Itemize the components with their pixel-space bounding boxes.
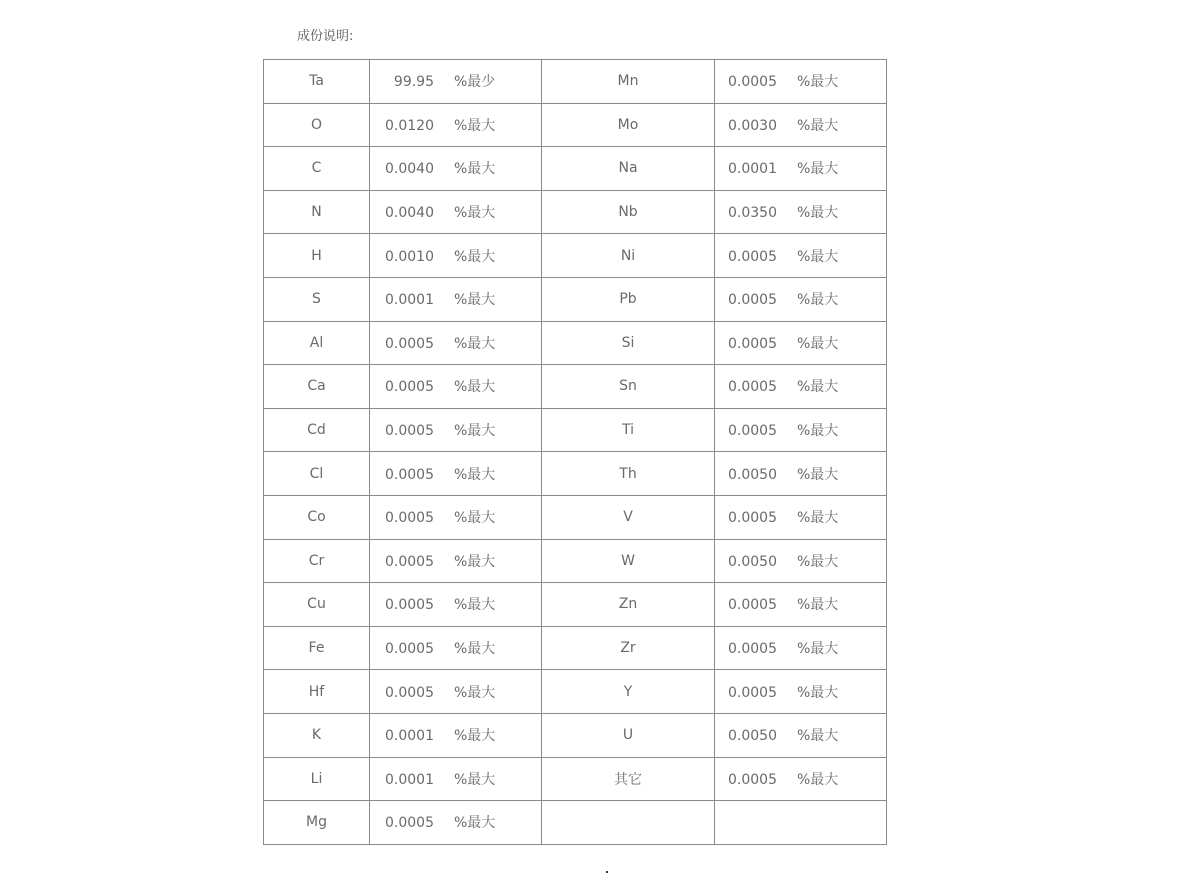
left-element-cell: Li — [264, 757, 370, 801]
right-value-cell — [715, 626, 887, 670]
content-limit-unit: %最大 — [797, 423, 839, 440]
table-row — [264, 60, 887, 104]
content-limit-unit: %最大 — [454, 205, 496, 222]
left-value-cell — [370, 103, 542, 147]
right-element-cell: Nb — [542, 190, 715, 234]
right-value-cell — [715, 583, 887, 627]
content-value: 0.0050 — [728, 728, 777, 745]
content-limit-unit: %最大 — [797, 597, 839, 614]
content-limit-unit: %最大 — [797, 335, 839, 352]
content-limit-unit: %最大 — [797, 466, 839, 483]
left-value-cell — [370, 757, 542, 801]
table-row — [264, 277, 887, 321]
left-value-cell — [370, 539, 542, 583]
right-element-cell: Na — [542, 147, 715, 191]
left-element-cell: S — [264, 277, 370, 321]
table-row — [264, 801, 887, 845]
content-limit-unit: %最大 — [797, 553, 839, 570]
content-value: 0.0350 — [728, 205, 777, 222]
content-value: 0.0005 — [385, 684, 434, 701]
table-row — [264, 626, 887, 670]
content-value: 0.0040 — [385, 205, 434, 222]
content-value: 0.0005 — [385, 553, 434, 570]
left-value-cell — [370, 495, 542, 539]
content-value: 0.0005 — [385, 597, 434, 614]
content-value: 0.0001 — [385, 771, 434, 788]
content-limit-unit: %最大 — [454, 248, 496, 265]
left-value-cell — [370, 626, 542, 670]
right-element-cell: Ni — [542, 234, 715, 278]
content-value: 0.0050 — [728, 553, 777, 570]
content-limit-unit: %最大 — [797, 641, 839, 658]
content-limit-unit: %最大 — [797, 771, 839, 788]
right-element-cell: U — [542, 713, 715, 757]
content-limit-unit: %最大 — [454, 292, 496, 309]
table-row — [264, 757, 887, 801]
right-value-cell — [715, 713, 887, 757]
right-value-cell — [715, 801, 887, 845]
left-value-cell — [370, 190, 542, 234]
content-limit-unit: %最大 — [454, 771, 496, 788]
left-element-cell: Co — [264, 495, 370, 539]
right-element-cell: Ti — [542, 408, 715, 452]
content-value: 0.0001 — [385, 292, 434, 309]
left-value-cell — [370, 277, 542, 321]
left-element-cell: N — [264, 190, 370, 234]
right-value-cell — [715, 190, 887, 234]
content-value: 0.0005 — [728, 335, 777, 352]
left-element-cell: Cl — [264, 452, 370, 496]
left-value-cell — [370, 452, 542, 496]
content-value: 0.0010 — [385, 248, 434, 265]
composition-table-body — [264, 60, 887, 845]
content-limit-unit: %最大 — [454, 815, 496, 832]
table-row — [264, 713, 887, 757]
content-value: 0.0005 — [728, 74, 777, 91]
right-value-cell — [715, 321, 887, 365]
content-limit-unit: %最大 — [454, 728, 496, 745]
table-row — [264, 147, 887, 191]
left-element-cell: Cd — [264, 408, 370, 452]
right-value-cell — [715, 452, 887, 496]
content-value: 0.0050 — [728, 466, 777, 483]
table-row — [264, 190, 887, 234]
table-row — [264, 103, 887, 147]
right-value-cell — [715, 103, 887, 147]
right-value-cell — [715, 277, 887, 321]
content-value: 0.0005 — [728, 510, 777, 527]
left-element-cell: K — [264, 713, 370, 757]
right-value-cell — [715, 670, 887, 714]
content-limit-unit: %最大 — [797, 161, 839, 178]
left-element-cell: Ca — [264, 365, 370, 409]
left-element-cell: Al — [264, 321, 370, 365]
left-value-cell — [370, 60, 542, 104]
table-row — [264, 539, 887, 583]
content-limit-unit: %最大 — [454, 641, 496, 658]
table-row — [264, 452, 887, 496]
right-value-cell — [715, 365, 887, 409]
left-value-cell — [370, 408, 542, 452]
content-value: 0.0001 — [728, 161, 777, 178]
content-limit-unit: %最大 — [797, 379, 839, 396]
content-limit-unit: %最大 — [454, 553, 496, 570]
content-value: 0.0005 — [385, 335, 434, 352]
left-value-cell — [370, 713, 542, 757]
content-value: 0.0005 — [385, 815, 434, 832]
content-limit-unit: %最大 — [454, 597, 496, 614]
content-value: 0.0001 — [385, 728, 434, 745]
right-element-cell: Pb — [542, 277, 715, 321]
right-element-cell: Zn — [542, 583, 715, 627]
composition-caption: 成份说明: — [297, 29, 354, 44]
table-row — [264, 408, 887, 452]
right-element-cell: W — [542, 539, 715, 583]
right-value-cell — [715, 757, 887, 801]
content-value: 0.0005 — [728, 597, 777, 614]
content-value: 0.0005 — [728, 248, 777, 265]
content-limit-unit: %最大 — [797, 728, 839, 745]
right-element-cell: Th — [542, 452, 715, 496]
right-value-cell — [715, 495, 887, 539]
right-value-cell — [715, 147, 887, 191]
content-value: 0.0005 — [385, 466, 434, 483]
right-element-cell: Sn — [542, 365, 715, 409]
content-value: 0.0005 — [728, 423, 777, 440]
content-limit-unit: %最大 — [454, 466, 496, 483]
content-limit-unit: %最大 — [797, 292, 839, 309]
left-element-cell: Mg — [264, 801, 370, 845]
composition-table — [263, 59, 887, 845]
content-limit-unit: %最大 — [454, 161, 496, 178]
right-value-cell — [715, 60, 887, 104]
left-element-cell: Cu — [264, 583, 370, 627]
content-limit-unit: %最大 — [454, 423, 496, 440]
content-value: 0.0005 — [385, 510, 434, 527]
content-value: 0.0005 — [728, 292, 777, 309]
content-limit-unit: %最大 — [454, 117, 496, 134]
left-element-cell: Ta — [264, 60, 370, 104]
stray-dot — [606, 871, 608, 873]
table-row — [264, 583, 887, 627]
left-value-cell — [370, 583, 542, 627]
content-value: 0.0005 — [728, 379, 777, 396]
right-element-cell — [542, 801, 715, 845]
right-element-cell: 其它 — [542, 757, 715, 801]
right-element-cell: Si — [542, 321, 715, 365]
left-element-cell: Hf — [264, 670, 370, 714]
right-element-cell: Zr — [542, 626, 715, 670]
right-value-cell — [715, 234, 887, 278]
left-element-cell: Fe — [264, 626, 370, 670]
content-limit-unit: %最大 — [454, 510, 496, 527]
content-value: 0.0030 — [728, 117, 777, 134]
content-limit-unit: %最大 — [454, 335, 496, 352]
content-value: 0.0005 — [728, 684, 777, 701]
right-element-cell: V — [542, 495, 715, 539]
left-value-cell — [370, 147, 542, 191]
left-element-cell: O — [264, 103, 370, 147]
content-limit-unit: %最大 — [797, 205, 839, 222]
content-limit-unit: %最大 — [797, 74, 839, 91]
left-value-cell — [370, 321, 542, 365]
content-limit-unit: %最大 — [454, 379, 496, 396]
content-limit-unit: %最大 — [797, 684, 839, 701]
left-element-cell: H — [264, 234, 370, 278]
left-value-cell — [370, 365, 542, 409]
right-element-cell: Mo — [542, 103, 715, 147]
content-value: 0.0120 — [385, 117, 434, 134]
content-value: 0.0005 — [728, 641, 777, 658]
content-limit-unit: %最少 — [454, 74, 496, 91]
table-row — [264, 234, 887, 278]
content-value: 99.95 — [393, 74, 434, 91]
table-row — [264, 495, 887, 539]
content-limit-unit: %最大 — [797, 117, 839, 134]
left-value-cell — [370, 670, 542, 714]
left-value-cell — [370, 234, 542, 278]
content-limit-unit: %最大 — [454, 684, 496, 701]
content-limit-unit: %最大 — [797, 510, 839, 527]
table-row — [264, 365, 887, 409]
content-value: 0.0005 — [385, 379, 434, 396]
table-row — [264, 321, 887, 365]
left-element-cell: C — [264, 147, 370, 191]
left-value-cell — [370, 801, 542, 845]
content-value: 0.0005 — [385, 641, 434, 658]
right-value-cell — [715, 408, 887, 452]
content-value: 0.0005 — [385, 423, 434, 440]
content-value: 0.0040 — [385, 161, 434, 178]
left-element-cell: Cr — [264, 539, 370, 583]
content-limit-unit: %最大 — [797, 248, 839, 265]
right-value-cell — [715, 539, 887, 583]
right-element-cell: Y — [542, 670, 715, 714]
table-row — [264, 670, 887, 714]
content-value: 0.0005 — [728, 771, 777, 788]
right-element-cell: Mn — [542, 60, 715, 104]
